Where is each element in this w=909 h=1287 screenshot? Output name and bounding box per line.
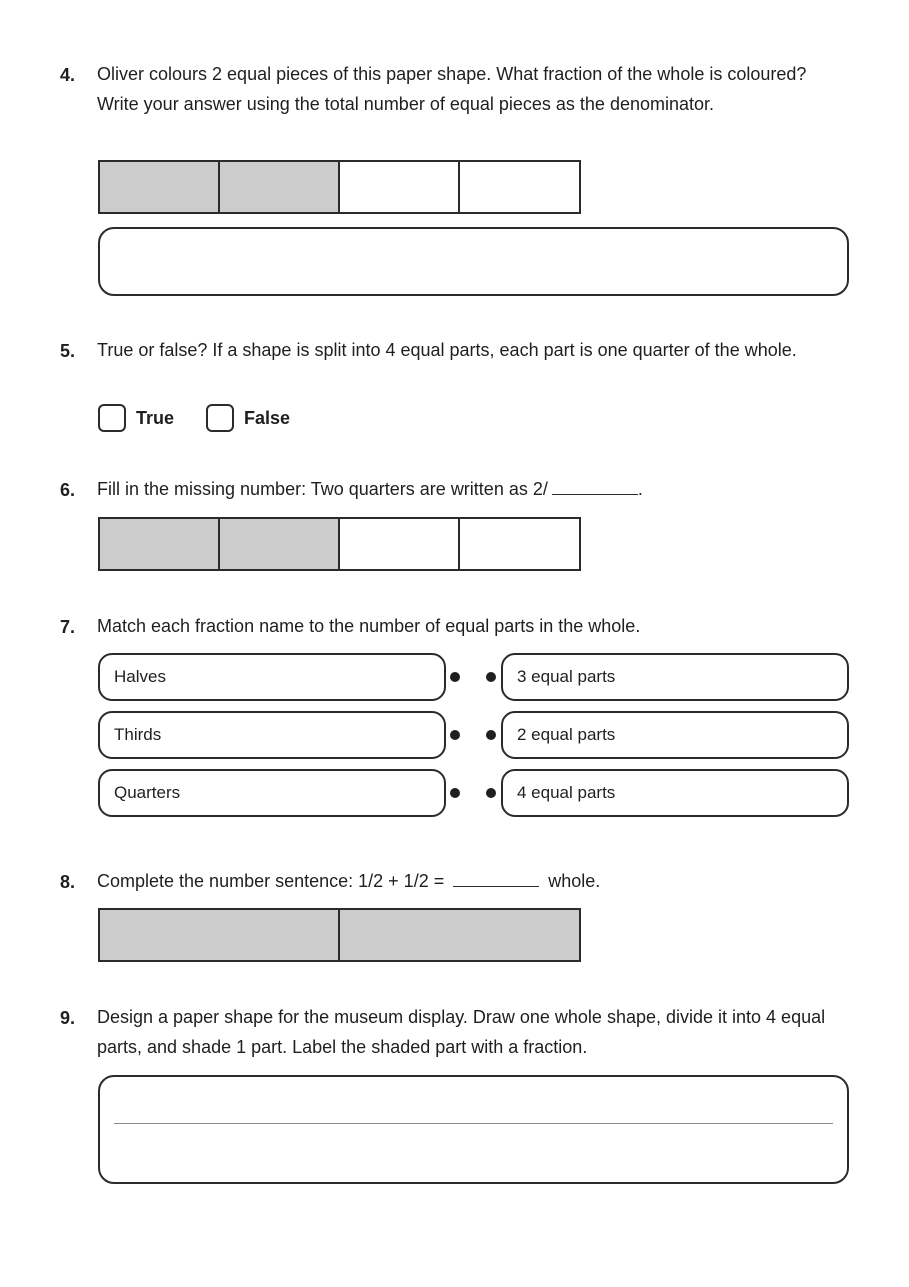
question-number: 6.: [60, 480, 76, 500]
question-text: Design a paper shape for the museum display. Draw one whole shape, divide it into 4 equal parts, and shade 1 part. Label the shaded part with a fraction.: [97, 1007, 826, 1057]
question-text: [97, 867, 847, 897]
unshaded-piece: [340, 519, 460, 569]
false-label: False: [244, 407, 291, 428]
false-checkbox[interactable]: [206, 404, 234, 432]
fraction-strip-halves-shaded: [98, 908, 581, 962]
question-text: Match each fraction name to the number of equal parts in the whole.: [97, 616, 641, 636]
match-left-quarters[interactable]: Quarters: [98, 769, 446, 817]
true-false-options: [98, 404, 322, 432]
unshaded-piece: [460, 162, 579, 212]
shaded-half: [100, 910, 340, 960]
match-dot-left[interactable]: [450, 730, 460, 740]
writing-guide-line: [114, 1123, 833, 1124]
shaded-piece: [100, 162, 220, 212]
match-dot-right[interactable]: [486, 730, 496, 740]
match-dot-right[interactable]: [486, 788, 496, 798]
true-option[interactable]: [98, 404, 174, 432]
match-left-thirds[interactable]: Thirds: [98, 711, 446, 759]
q6-answer-blank[interactable]: [552, 475, 638, 495]
q8-answer-blank[interactable]: [453, 867, 539, 887]
question-number: 7.: [60, 617, 76, 637]
shaded-piece: [220, 162, 340, 212]
question-number: 8.: [60, 872, 76, 892]
question-text: True or false? If a shape is split into 4 equal parts, each part is one quarter of the whole.: [97, 340, 797, 360]
text-after-blank: whole.: [548, 871, 601, 891]
text-after-blank: .: [637, 479, 643, 499]
match-right-3-equal-parts[interactable]: 3 equal parts: [501, 653, 849, 701]
q9-drawing-box[interactable]: [98, 1075, 849, 1184]
match-dot-right[interactable]: [486, 672, 496, 682]
unshaded-piece: [460, 519, 579, 569]
match-right-2-equal-parts[interactable]: 2 equal parts: [501, 711, 849, 759]
shaded-piece: [100, 519, 220, 569]
shaded-half: [340, 910, 579, 960]
fraction-strip-quarters-2-shaded: [98, 160, 581, 214]
unshaded-piece: [340, 162, 460, 212]
match-left-halves[interactable]: Halves: [98, 653, 446, 701]
match-dot-left[interactable]: [450, 672, 460, 682]
question-text: [97, 475, 847, 505]
text-before-blank: Complete the number sentence: 1/2 + 1/2 =: [97, 871, 445, 891]
false-option[interactable]: [206, 404, 290, 432]
shaded-piece: [220, 519, 340, 569]
match-dot-left[interactable]: [450, 788, 460, 798]
true-checkbox[interactable]: [98, 404, 126, 432]
text-before-blank: Fill in the missing number: Two quarters are written as 2/: [97, 479, 548, 499]
question-number: 5.: [60, 341, 76, 361]
q4-answer-box[interactable]: [98, 227, 849, 296]
question-text: Oliver colours 2 equal pieces of this paper shape. What fraction of the whole is coloured? Write your answer using the total number of equal pieces as the denominator.: [97, 64, 807, 114]
true-label: True: [136, 407, 175, 428]
question-number: 9.: [60, 1008, 76, 1028]
question-number: 4.: [60, 65, 76, 85]
fraction-strip-two-quarters: [98, 517, 581, 571]
match-right-4-equal-parts[interactable]: 4 equal parts: [501, 769, 849, 817]
